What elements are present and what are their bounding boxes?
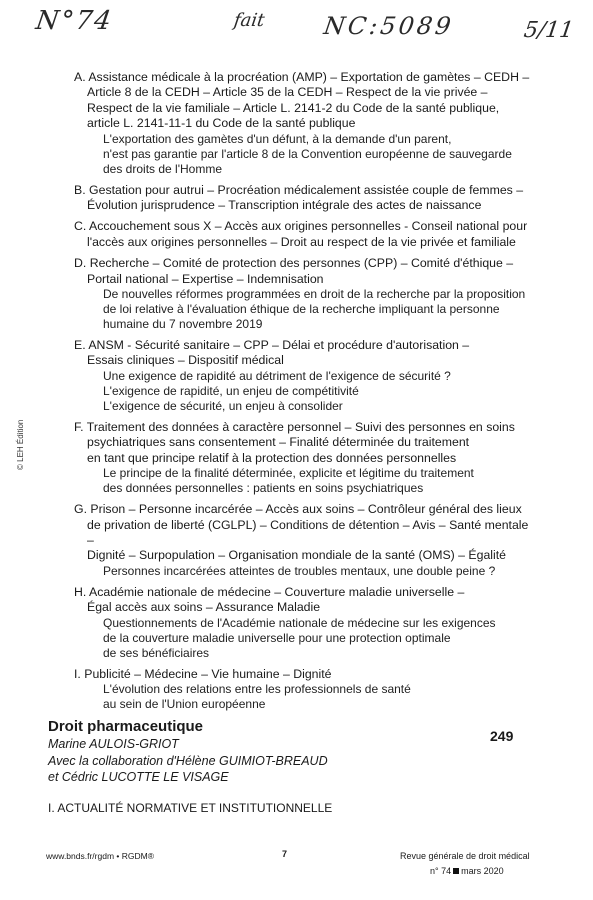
toc-heading-line: Dignité – Surpopulation – Organisation mondiale de la santé (OMS) – Égalité: [87, 548, 507, 563]
handwritten-nc-code: NC:5089: [322, 12, 456, 40]
table-of-contents: [74, 70, 534, 718]
toc-entry-subtitle: [74, 616, 534, 661]
toc-entry-heading: [74, 338, 534, 369]
toc-subtitle-line: de loi relative à l'évaluation éthique de la recherche impliquant la personne: [103, 302, 500, 317]
section-page-number: 249: [490, 728, 514, 744]
toc-entry-subtitle: [74, 466, 534, 496]
handwritten-signature: fait: [232, 10, 266, 31]
toc-entry-heading: [74, 585, 534, 616]
handwritten-number: N°74: [33, 6, 115, 36]
toc-entry: [74, 256, 534, 332]
toc-subtitle-line: L'exigence de sécurité, un enjeu à consolider: [103, 398, 343, 413]
toc-heading-line: H. Académie nationale de médecine – Couverture maladie universelle –: [74, 584, 465, 599]
toc-entry-heading: [74, 219, 534, 250]
toc-subtitle-line: L'évolution des relations entre les professionnels de santé: [103, 681, 411, 696]
toc-entry-heading: [74, 667, 534, 682]
toc-entry: [74, 502, 534, 579]
toc-heading-line: Essais cliniques – Dispositif médical: [87, 353, 284, 368]
toc-entry: [74, 183, 534, 214]
toc-subtitle-line: Questionnements de l'Académie nationale de médecine sur les exigences: [103, 615, 496, 630]
toc-heading-line: en tant que principe relatif à la protection des données personnelles: [87, 450, 457, 465]
section-collaborators-line-1: Avec la collaboration d'Hélène GUIMIOT-BREAUD: [48, 754, 328, 768]
toc-subtitle-line: Une exigence de rapidité au détriment de l'exigence de sécurité ?: [103, 368, 451, 383]
toc-entry: [74, 585, 534, 661]
toc-subtitle-line: De nouvelles réformes programmées en droit de la recherche par la proposition: [103, 287, 526, 302]
toc-entry-subtitle: [74, 369, 534, 414]
toc-heading-line: Égal accès aux soins – Assurance Maladie: [87, 600, 321, 615]
toc-heading-line: Évolution jurisprudence – Transcription intégrale des actes de naissance: [87, 198, 482, 213]
toc-entry-heading: [74, 70, 534, 132]
toc-entry: [74, 420, 534, 496]
toc-entry-heading: [74, 420, 534, 466]
section-author: Marine AULOIS-GRIOT: [48, 737, 179, 751]
toc-entry-subtitle: [74, 287, 534, 332]
toc-entry: [74, 667, 534, 712]
footer-page-number: 7: [282, 849, 288, 859]
footer-website: www.bnds.fr/rgdm • RGDM®: [46, 851, 154, 861]
toc-entry: [74, 219, 534, 250]
section-title: Droit pharmaceutique: [48, 718, 204, 735]
toc-entry-subtitle: [74, 564, 534, 579]
copyright-notice: © LEH Édition: [16, 419, 25, 470]
footer-issue-number: n° 74: [430, 866, 452, 876]
toc-subtitle-line: n'est pas garantie par l'article 8 de la Convention européenne de sauvegarde: [103, 146, 512, 161]
toc-heading-line: Respect de la vie familiale – Article L. 2141-2 du Code de la santé publique,: [87, 100, 500, 115]
toc-subtitle-line: des données personnelles : patients en soins psychiatriques: [103, 481, 424, 496]
toc-heading-line: article L. 2141-11-1 du Code de la santé publique: [87, 116, 356, 131]
toc-heading-line: A. Assistance médicale à la procréation (AMP) – Exportation de gamètes – CEDH –: [74, 70, 530, 84]
toc-entry-heading: [74, 502, 534, 564]
toc-heading-line: C. Accouchement sous X – Accès aux origines personnelles - Conseil national pour: [74, 219, 528, 234]
toc-entry: [74, 338, 534, 414]
toc-subtitle-line: humaine du 7 novembre 2019: [103, 317, 263, 332]
footer-issue: [430, 866, 504, 876]
toc-heading-line: B. Gestation pour autrui – Procréation médicalement assistée couple de femmes –: [74, 182, 524, 197]
toc-heading-line: psychiatriques sans consentement – Finalité déterminée du traitement: [87, 435, 470, 450]
toc-entry-subtitle: [74, 682, 534, 712]
toc-heading-line: I. Publicité – Médecine – Vie humaine – Dignité: [74, 666, 332, 681]
toc-entry-subtitle: [74, 132, 534, 177]
square-bullet-icon: [453, 868, 459, 874]
toc-heading-line: l'accès aux origines personnelles – Droit au respect de la vie privée et familiale: [87, 234, 516, 249]
toc-entry-heading: [74, 256, 534, 287]
toc-subtitle-line: L'exportation des gamètes d'un défunt, à la demande d'un parent,: [103, 131, 452, 146]
toc-entry: [74, 70, 534, 177]
toc-heading-line: G. Prison – Personne incarcérée – Accès aux soins – Contrôleur général des lieux: [74, 502, 522, 517]
section-collaborators-line-2: et Cédric LUCOTTE LE VISAGE: [48, 770, 229, 784]
section-subheading: I. ACTUALITÉ NORMATIVE ET INSTITUTIONNELLE: [48, 801, 333, 815]
toc-heading-line: de privation de liberté (CGLPL) – Conditions de détention – Avis – Santé mentale –: [87, 517, 529, 547]
footer-journal: Revue générale de droit médical: [400, 851, 530, 861]
toc-subtitle-line: de la couverture maladie universelle pour une protection optimale: [103, 630, 451, 645]
footer-issue-date: mars 2020: [461, 866, 504, 876]
toc-subtitle-line: L'exigence de rapidité, un enjeu de compétitivité: [103, 383, 359, 398]
toc-heading-line: E. ANSM - Sécurité sanitaire – CPP – Délai et procédure d'autorisation –: [74, 338, 470, 353]
toc-subtitle-line: au sein de l'Union européenne: [103, 696, 266, 711]
toc-subtitle-line: Le principe de la finalité déterminée, explicite et légitime du traitement: [103, 466, 474, 481]
toc-heading-line: Portail national – Expertise – Indemnisation: [87, 271, 324, 286]
toc-heading-line: Article 8 de la CEDH – Article 35 de la CEDH – Respect de la vie privée –: [87, 85, 488, 100]
toc-subtitle-line: des droits de l'Homme: [103, 161, 223, 176]
toc-subtitle-line: de ses bénéficiaires: [103, 645, 210, 660]
toc-heading-line: D. Recherche – Comité de protection des personnes (CPP) – Comité d'éthique –: [74, 256, 514, 271]
toc-heading-line: F. Traitement des données à caractère personnel – Suivi des personnes en soins: [74, 419, 515, 434]
toc-subtitle-line: Personnes incarcérées atteintes de troubles mentaux, une double peine ?: [103, 563, 496, 578]
toc-entry-heading: [74, 183, 534, 214]
handwritten-page-mark: 5/11: [522, 18, 576, 43]
